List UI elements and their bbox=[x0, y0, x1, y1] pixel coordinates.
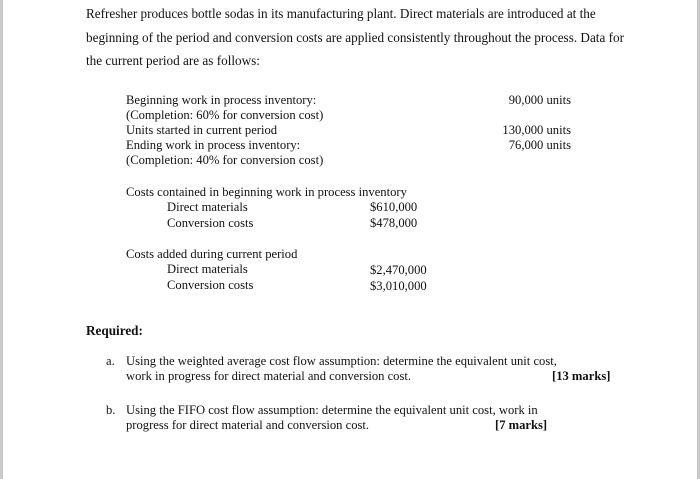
required-b-marks: [7 marks] bbox=[495, 418, 548, 432]
ending-completion: (Completion: 40% for conversion cost) bbox=[126, 153, 324, 167]
added-costs-heading: Costs added during current period bbox=[126, 247, 298, 261]
beginning-conversion-value: $478,000 bbox=[370, 216, 418, 230]
intro-paragraph: Refresher produces bottle sodas in its manufacturing plant. Direct materials are introduced at the beginning of the period and conversion costs are applied consistently throughout the process. Data for the current period are as follows: bbox=[86, 6, 624, 68]
required-heading: Required: bbox=[86, 323, 143, 338]
required-b-line1: Using the FIFO cost flow assumption: determine the equivalent unit cost, work in bbox=[126, 403, 538, 417]
required-a-line1: Using the weighted average cost flow assumption: determine the equivalent unit cost, bbox=[126, 354, 557, 368]
units-started-value: 130,000 units bbox=[502, 123, 571, 137]
beginning-wip-label: Beginning work in process inventory: bbox=[126, 93, 317, 107]
beginning-wip-value: 90,000 units bbox=[508, 93, 571, 107]
beginning-conversion-label: Conversion costs bbox=[167, 216, 254, 230]
beginning-costs-heading: Costs contained in beginning work in process inventory bbox=[126, 185, 407, 199]
beginning-dm-value: $610,000 bbox=[370, 200, 418, 214]
added-dm-label: Direct materials bbox=[167, 262, 248, 276]
ending-wip-value: 76,000 units bbox=[508, 138, 571, 152]
required-b-line2: progress for direct material and conversion cost. bbox=[126, 418, 370, 432]
beginning-dm-label: Direct materials bbox=[167, 200, 248, 214]
required-a-letter: a. bbox=[106, 354, 115, 368]
beginning-completion: (Completion: 60% for conversion cost) bbox=[126, 108, 324, 122]
added-conversion-value: $3,010,000 bbox=[370, 279, 427, 293]
required-a-line2: work in progress for direct material and conversion cost. bbox=[126, 369, 412, 383]
ending-wip-label: Ending work in process inventory: bbox=[126, 138, 301, 152]
page-left-edge bbox=[0, 0, 3, 479]
units-started-label: Units started in current period bbox=[126, 123, 278, 137]
required-a-marks: [13 marks] bbox=[552, 369, 611, 383]
added-dm-value: $2,470,000 bbox=[370, 263, 427, 277]
added-conversion-label: Conversion costs bbox=[167, 278, 254, 292]
required-b-letter: b. bbox=[106, 403, 116, 417]
